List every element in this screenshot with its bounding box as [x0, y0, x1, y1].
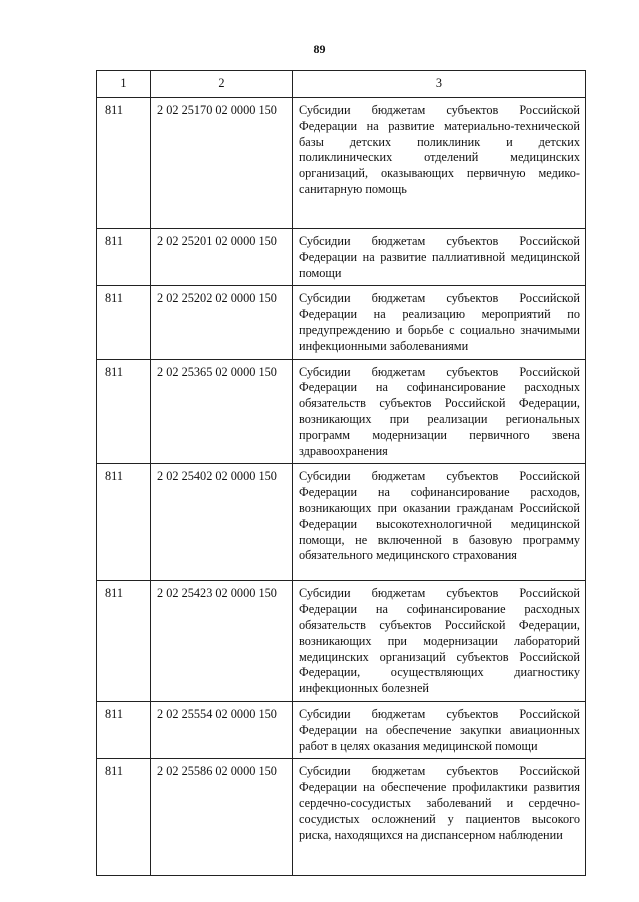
page-number: 89: [313, 42, 326, 56]
budget-code-cell: 2 02 25554 02 0000 150: [151, 701, 293, 758]
budget-code-cell: 2 02 25586 02 0000 150: [151, 759, 293, 876]
admin-code-cell: 811: [97, 359, 151, 464]
budget-code-cell: 2 02 25170 02 0000 150: [151, 98, 293, 229]
admin-code-cell: 811: [97, 98, 151, 229]
table-header-row: [97, 71, 586, 98]
budget-code-cell: 2 02 25201 02 0000 150: [151, 229, 293, 286]
description-cell: Субсидии бюджетам субъектов Российской Федерации на реализацию мероприятий по предупреждению и борьбе с социально значимыми инфекционными заболеваниями: [293, 286, 586, 359]
table-row: [97, 359, 586, 464]
description-cell: Субсидии бюджетам субъектов Российской Федерации на обеспечение профилактики развития сердечно-сосудистых заболеваний и сердечно-сосудистых осложнений у пациентов высокого риска, находящихся на диспансерном наблюдении: [293, 759, 586, 876]
budget-codes-table: [96, 70, 586, 876]
table-row: [97, 464, 586, 581]
table-row: [97, 98, 586, 229]
admin-code-cell: 811: [97, 701, 151, 758]
description-cell: Субсидии бюджетам субъектов Российской Федерации на обеспечение закупки авиационных работ в целях оказания медицинской помощи: [293, 701, 586, 758]
header-col-3: 3: [293, 71, 586, 98]
budget-code-cell: 2 02 25365 02 0000 150: [151, 359, 293, 464]
table-row: [97, 759, 586, 876]
admin-code-cell: 811: [97, 286, 151, 359]
description-cell: Субсидии бюджетам субъектов Российской Федерации на софинансирование расходных обязательств субъектов Российской Федерации, возникающих при реализации региональных программ модернизации первичного звена здравоохранения: [293, 359, 586, 464]
budget-code-cell: 2 02 25402 02 0000 150: [151, 464, 293, 581]
admin-code-cell: 811: [97, 229, 151, 286]
budget-code-cell: 2 02 25202 02 0000 150: [151, 286, 293, 359]
table-row: [97, 581, 586, 702]
admin-code-cell: 811: [97, 581, 151, 702]
header-col-2: 2: [151, 71, 293, 98]
description-cell: Субсидии бюджетам субъектов Российской Федерации на софинансирование расходов, возникающих при оказании гражданам Российской Федерации высокотехнологичной медицинской помощи, не включенной в базовую программу обязательного медицинского страхования: [293, 464, 586, 581]
budget-code-cell: 2 02 25423 02 0000 150: [151, 581, 293, 702]
description-cell: Субсидии бюджетам субъектов Российской Федерации на развитие материально-технической базы детских поликлиник и детских поликлинических отделений медицинских организаций, оказывающих первичную медико-санитарную помощь: [293, 98, 586, 229]
header-col-1: 1: [97, 71, 151, 98]
description-cell: Субсидии бюджетам субъектов Российской Федерации на софинансирование расходных обязательств субъектов Российской Федерации, возникающих при модернизации лабораторий медицинских организаций субъектов Российской Федерации, осуществляющих диагностику инфекционных болезней: [293, 581, 586, 702]
admin-code-cell: 811: [97, 759, 151, 876]
table-row: [97, 229, 586, 286]
table-row: [97, 701, 586, 758]
table-row: [97, 286, 586, 359]
description-cell: Субсидии бюджетам субъектов Российской Федерации на развитие паллиативной медицинской помощи: [293, 229, 586, 286]
admin-code-cell: 811: [97, 464, 151, 581]
